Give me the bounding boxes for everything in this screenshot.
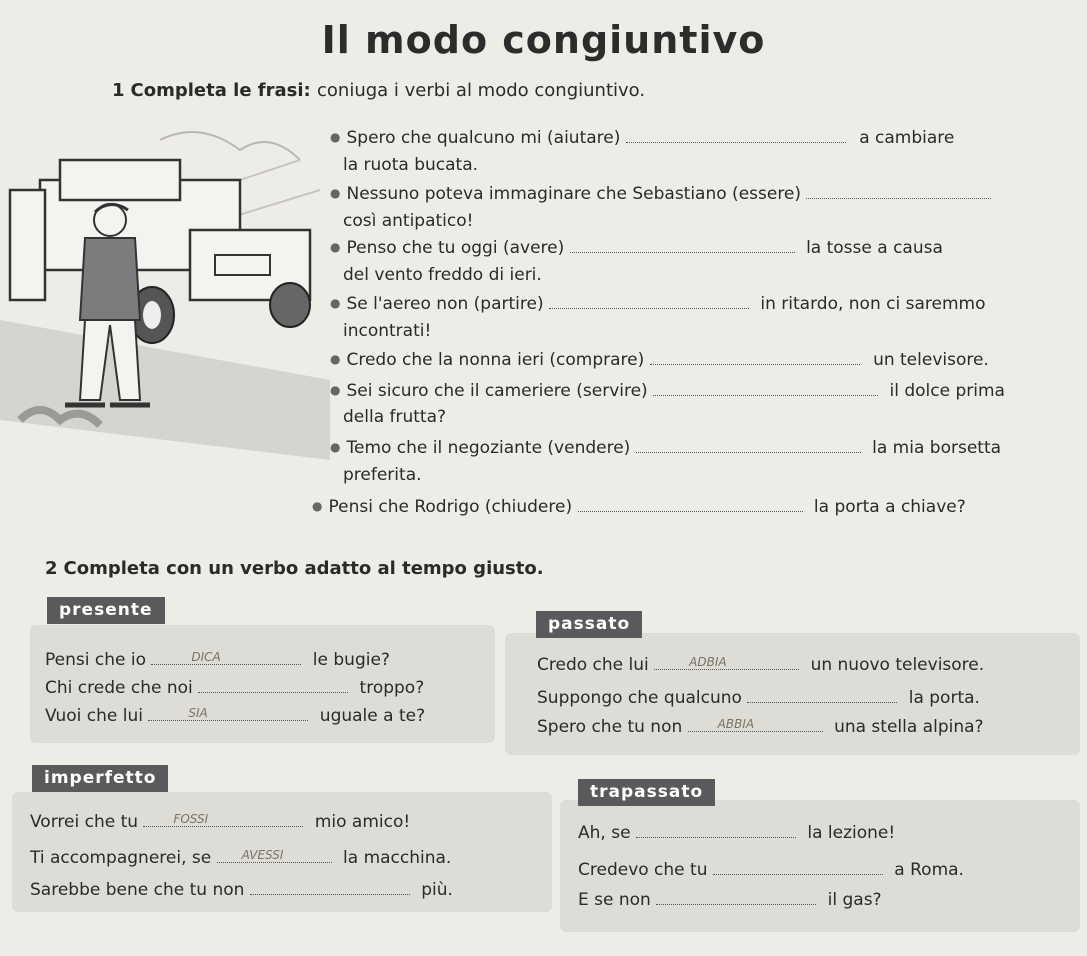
row-text: a Roma.: [894, 860, 964, 880]
row-text: una stella alpina?: [834, 717, 984, 737]
row-text: le bugie?: [312, 650, 390, 670]
row-text: la lezione!: [807, 823, 896, 843]
answer-blank[interactable]: [250, 880, 410, 895]
answer-blank[interactable]: [713, 860, 883, 875]
answer-blank[interactable]: [143, 812, 303, 827]
row-text: mio amico!: [314, 812, 411, 832]
ex1-line: [343, 211, 473, 231]
ex1-text: della frutta?: [343, 407, 447, 427]
handwritten-answer: SIA: [188, 706, 208, 720]
imperfetto-row-3: [30, 880, 453, 900]
answer-blank[interactable]: [688, 717, 823, 732]
imperfetto-row-1: [30, 812, 410, 832]
ex1-line: [343, 321, 431, 341]
bullet-icon: ●: [330, 383, 341, 397]
exercise-1-number: 1: [112, 80, 125, 101]
ex1-text: Temo che il negoziante (vendere): [346, 438, 631, 458]
row-text: Chi crede che noi: [45, 678, 193, 698]
bullet-icon: ●: [330, 296, 341, 310]
row-text: Pensi che io: [45, 650, 146, 670]
row-text: un nuovo televisore.: [810, 655, 985, 675]
presente-row-3: [45, 706, 425, 726]
row-text: Credo che lui: [537, 655, 649, 675]
ex1-line: [343, 265, 542, 285]
handwritten-answer: ABBIA: [717, 717, 755, 731]
ex1-text: Sei sicuro che il cameriere (servire): [346, 381, 648, 401]
ex1-text: Pensi che Rodrigo (chiudere): [328, 497, 573, 517]
ex1-sentence-4: [330, 293, 985, 314]
row-text: Sarebbe bene che tu non: [30, 880, 245, 900]
row-text: Ti accompagnerei, se: [30, 848, 212, 868]
ex1-text: preferita.: [343, 465, 422, 485]
ex1-text: il dolce prima: [889, 381, 1005, 401]
ex1-text: la porta a chiave?: [813, 497, 966, 517]
ex1-text: così antipatico!: [343, 211, 474, 231]
ex1-text: la mia borsetta: [872, 438, 1002, 458]
answer-blank[interactable]: [151, 650, 301, 665]
row-text: il gas?: [827, 890, 882, 910]
presente-row-2: [45, 678, 424, 698]
answer-blank[interactable]: [636, 438, 861, 453]
ex1-text: in ritardo, non ci saremmo: [760, 294, 986, 314]
row-text: Suppongo che qualcuno: [537, 688, 742, 708]
answer-blank[interactable]: [636, 823, 796, 838]
ex1-text: un televisore.: [873, 350, 989, 370]
answer-blank[interactable]: [650, 350, 860, 365]
ex1-text: la ruota bucata.: [343, 155, 479, 175]
answer-blank[interactable]: [549, 294, 749, 309]
presente-label: presente: [47, 597, 165, 624]
answer-blank[interactable]: [747, 688, 897, 703]
row-text: uguale a te?: [319, 706, 426, 726]
answer-blank[interactable]: [653, 381, 878, 396]
truck-illustration: [0, 120, 330, 490]
bullet-icon: ●: [330, 352, 341, 366]
answer-blank[interactable]: [656, 890, 816, 905]
ex1-text: incontrati!: [343, 321, 432, 341]
row-text: E se non: [578, 890, 651, 910]
answer-blank[interactable]: [198, 678, 348, 693]
bullet-icon: ●: [312, 499, 323, 513]
handwritten-answer: AVESSI: [241, 848, 284, 862]
passato-label: passato: [536, 611, 642, 638]
trapassato-label: trapassato: [578, 779, 715, 806]
trapassato-row-1: [578, 823, 895, 843]
imperfetto-row-2: [30, 848, 451, 868]
answer-blank[interactable]: [148, 706, 308, 721]
ex1-sentence-5: [330, 349, 989, 370]
ex1-text: Se l'aereo non (partire): [346, 294, 544, 314]
ex1-text: a cambiare: [859, 128, 955, 148]
row-text: Vuoi che lui: [45, 706, 143, 726]
row-text: Ah, se: [578, 823, 631, 843]
exercise-2-instruction: [45, 558, 544, 579]
answer-blank[interactable]: [578, 497, 803, 512]
answer-blank[interactable]: [570, 238, 795, 253]
passato-row-1: [537, 655, 984, 675]
row-text: Spero che tu non: [537, 717, 683, 737]
handwritten-answer: ADBIA: [689, 655, 727, 669]
passato-row-2: [537, 688, 980, 708]
answer-blank[interactable]: [806, 184, 991, 199]
ex1-line: [343, 465, 422, 485]
handwritten-answer: FOSSI: [173, 812, 209, 826]
bullet-icon: ●: [330, 130, 341, 144]
ex1-text: Nessuno poteva immaginare che Sebastiano (essere): [346, 184, 802, 204]
row-text: Credevo che tu: [578, 860, 708, 880]
bullet-icon: ●: [330, 440, 341, 454]
page-title: Il modo congiuntivo: [321, 18, 766, 62]
presente-row-1: [45, 650, 390, 670]
answer-blank[interactable]: [217, 848, 332, 863]
ex1-sentence-8: [312, 496, 966, 517]
bullet-icon: ●: [330, 186, 341, 200]
bullet-icon: ●: [330, 240, 341, 254]
answer-blank[interactable]: [654, 655, 799, 670]
trapassato-row-2: [578, 860, 964, 880]
ex1-sentence-6: [330, 380, 1005, 401]
answer-blank[interactable]: [626, 128, 846, 143]
imperfetto-label: imperfetto: [32, 765, 168, 792]
row-text: più.: [421, 880, 453, 900]
exercise-2-number: 2: [45, 558, 58, 579]
ex1-text: Penso che tu oggi (avere): [346, 238, 565, 258]
ex1-sentence-3: [330, 237, 943, 258]
ex1-text: Credo che la nonna ieri (comprare): [346, 350, 645, 370]
row-text: troppo?: [359, 678, 425, 698]
exercise-1-instruction-bold: Completa le frasi:: [130, 80, 311, 101]
ex1-line: [343, 407, 446, 427]
row-text: Vorrei che tu: [30, 812, 139, 832]
row-text: la porta.: [908, 688, 980, 708]
trapassato-row-3: [578, 890, 882, 910]
ex1-text: la tosse a causa: [806, 238, 943, 258]
exercise-2-instruction-text: Completa con un verbo adatto al tempo giusto.: [63, 558, 544, 579]
ex1-sentence-2: [330, 183, 991, 204]
ex1-text: Spero che qualcuno mi (aiutare): [346, 128, 621, 148]
ex1-sentence-7: [330, 437, 1001, 458]
exercise-1-instruction-rest: coniuga i verbi al modo congiuntivo.: [317, 80, 646, 101]
exercise-1-instruction: [112, 80, 645, 101]
ex1-text: del vento freddo di ieri.: [343, 265, 542, 285]
row-text: la macchina.: [343, 848, 452, 868]
ex1-line: [343, 155, 478, 175]
handwritten-answer: DICA: [191, 650, 221, 664]
passato-row-3: [537, 717, 984, 737]
ex1-sentence-1: [330, 127, 954, 148]
